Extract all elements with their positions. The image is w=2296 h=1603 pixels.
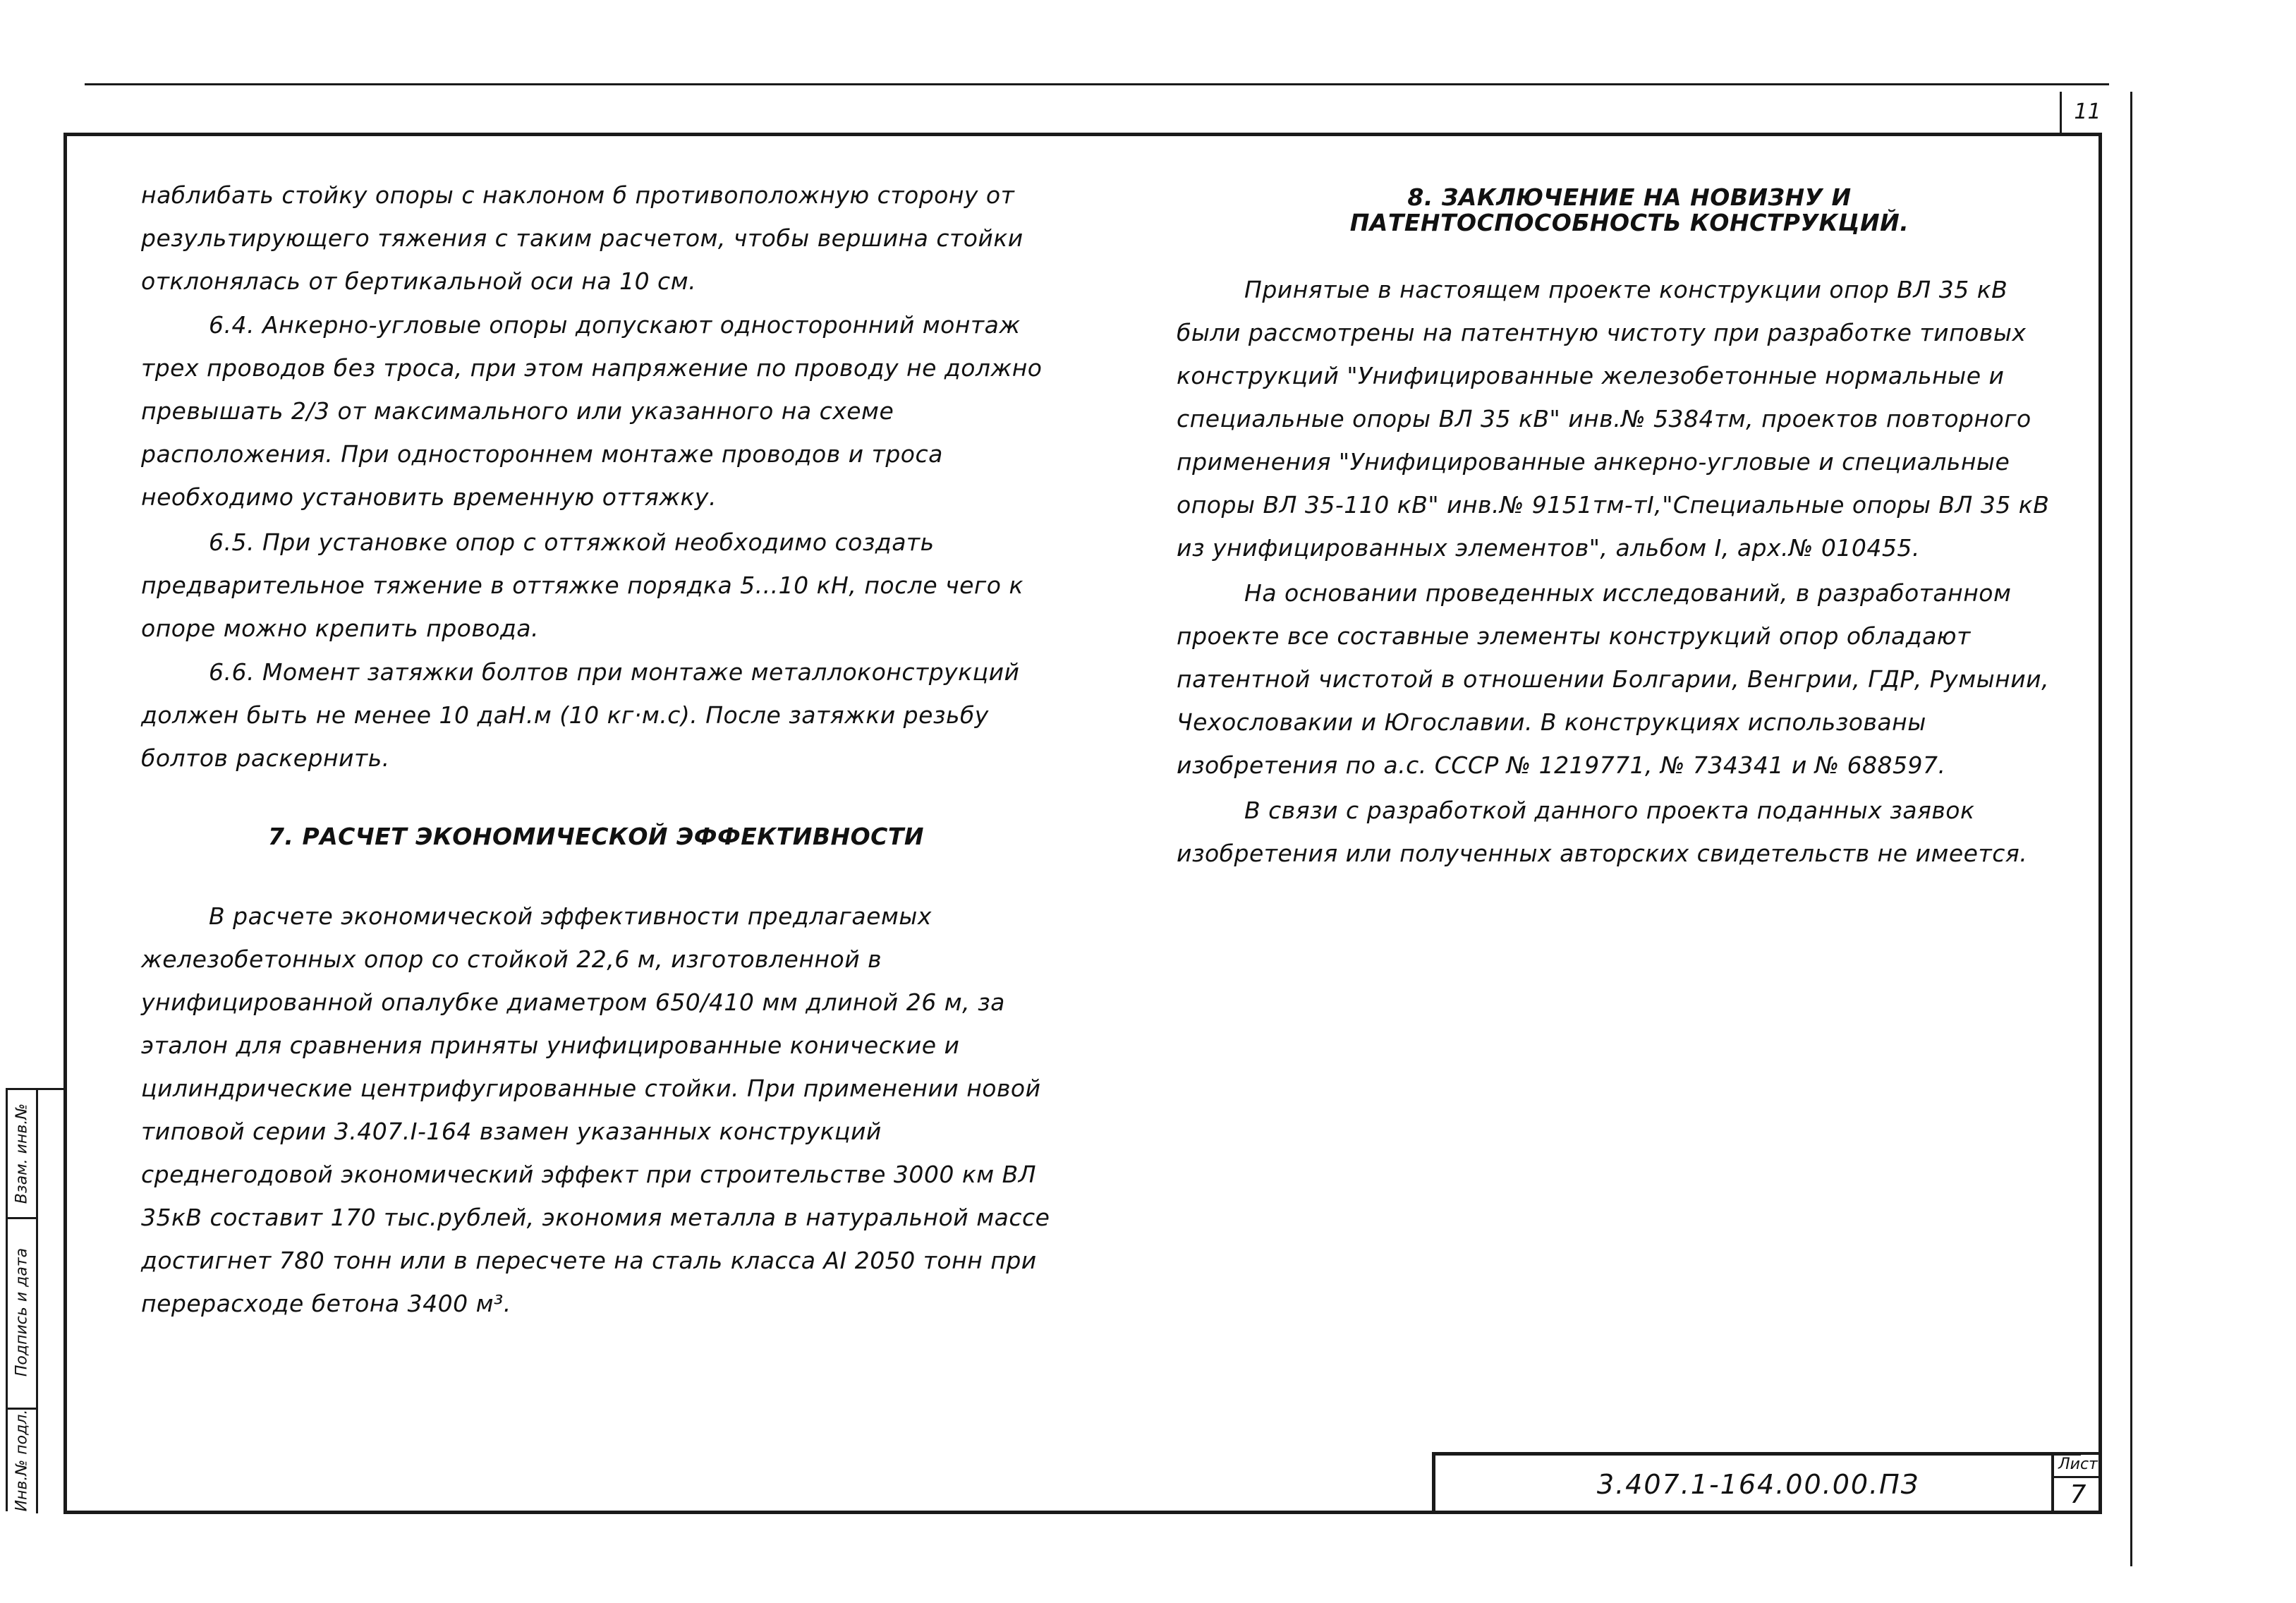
right-outer-line xyxy=(2130,92,2132,1566)
side-cell-signature-date xyxy=(8,1217,38,1410)
top-border-line xyxy=(85,83,2109,85)
side-cell-inv-original xyxy=(8,1408,38,1513)
side-stamp xyxy=(6,1088,63,1511)
section-7-text: В расчете экономической эффективности предлагаемых железобетонных опор со стойкой 22,6 м, изготовленной в унифицированной опалубке диаметром 650/410 мм длиной 26 м, за эталон для сравнения приняты унифицированные конические и цилиндрические центрифугированные стойки. При применении новой типовой серии 3.407.I-164 взамен указанных конструкций среднегодовой экономический эффект при строительстве 3000 км ВЛ 35кВ составит 170 тыс.рублей, экономия металла в натуральной массе достигнет 780 тонн или в пересчете на сталь класса AI 2050 тонн при перерасходе бетона 3400 м³. xyxy=(141,902,1050,1317)
left-paragraph-6-5: 6.5. При установке опор с оттяжкой необходимо создать предварительное тяжение в оттяжке порядка 5...10 кН, после чего к опоре можно крепить провода. xyxy=(141,528,1024,642)
document-code: 3.407.1-164.00.00.ПЗ xyxy=(1596,1468,1920,1500)
side-cell-3-text: Взам. инв.№ xyxy=(13,1103,31,1204)
left-paragraph-1: наблибать стойку опоры с наклоном б противоположную сторону от результирующего тяжения с таким расчетом, чтобы вершина стойки отклонялась от бертикальной оси на 10 см. xyxy=(141,181,1024,295)
sheet-label: Лист xyxy=(2054,1455,2102,1478)
corner-page-number: 11 xyxy=(2060,92,2113,133)
title-block xyxy=(1432,1452,2081,1513)
sheet-number: 7 xyxy=(2070,1480,2087,1509)
right-paragraph-2: На основании проведенных исследований, в разработанном проекте все составные элементы конструкций опор обладают патентной чистотой в отношении Болгарии, Венгрии, ГДР, Румынии, Чехословакии и Югославии. В конструкциях использованы изобретения по а.с. СССР № 1219771, № 734341 и № 688597. xyxy=(1177,579,2050,779)
side-cell-2-text: Подпись и дата xyxy=(13,1247,31,1377)
right-paragraph-1: Принятые в настоящем проекте конструкции опор ВЛ 35 кВ были рассмотрены на патентную чистоту при разработке типовых конструкций "Унифицированные железобетонные нормальные и специальные опоры ВЛ 35 кВ" инв.№ 5384тм, проектов повторного применения "Унифицированные анкерно-угловые и специальные опоры ВЛ 35-110 кВ" инв.№ 9151тм-тI,"Специальные опоры ВЛ 35 кВ из унифицированных элементов", альбом I, арх.№ 010455. xyxy=(1177,276,2050,562)
right-paragraph-3: В связи с разработкой данного проекта поданных заявок изобретения или полученных авторских свидетельств не имеется. xyxy=(1177,797,2028,867)
section-7-heading: 7. РАСЧЕТ ЭКОНОМИЧЕСКОЙ ЭФФЕКТИВНОСТИ xyxy=(267,823,925,850)
sheet-box xyxy=(2051,1452,2102,1513)
left-paragraph-6-4: 6.4. Анкерно-угловые опоры допускают односторонний монтаж трех проводов без троса, при этом напряжение по проводу не должно превышать 2/3 от максимального или указанного на схеме расположения. При одностороннем монтаже проводов и троса необходимо установить временную оттяжку. xyxy=(141,311,1043,511)
side-cell-replaced-inv xyxy=(8,1090,38,1219)
left-paragraph-6-6: 6.6. Момент затяжки болтов при монтаже металлоконструкций должен быть не менее 10 даН.м (10 кг·м.с). После затяжки резьбу болтов раскернить. xyxy=(141,658,1020,772)
side-cell-1-text: Инв.№ подл. xyxy=(13,1409,31,1512)
section-8-heading: 8. ЗАКЛЮЧЕНИЕ НА НОВИЗНУ И ПАТЕНТОСПОСОБНОСТЬ КОНСТРУКЦИЙ. xyxy=(1349,183,1909,236)
